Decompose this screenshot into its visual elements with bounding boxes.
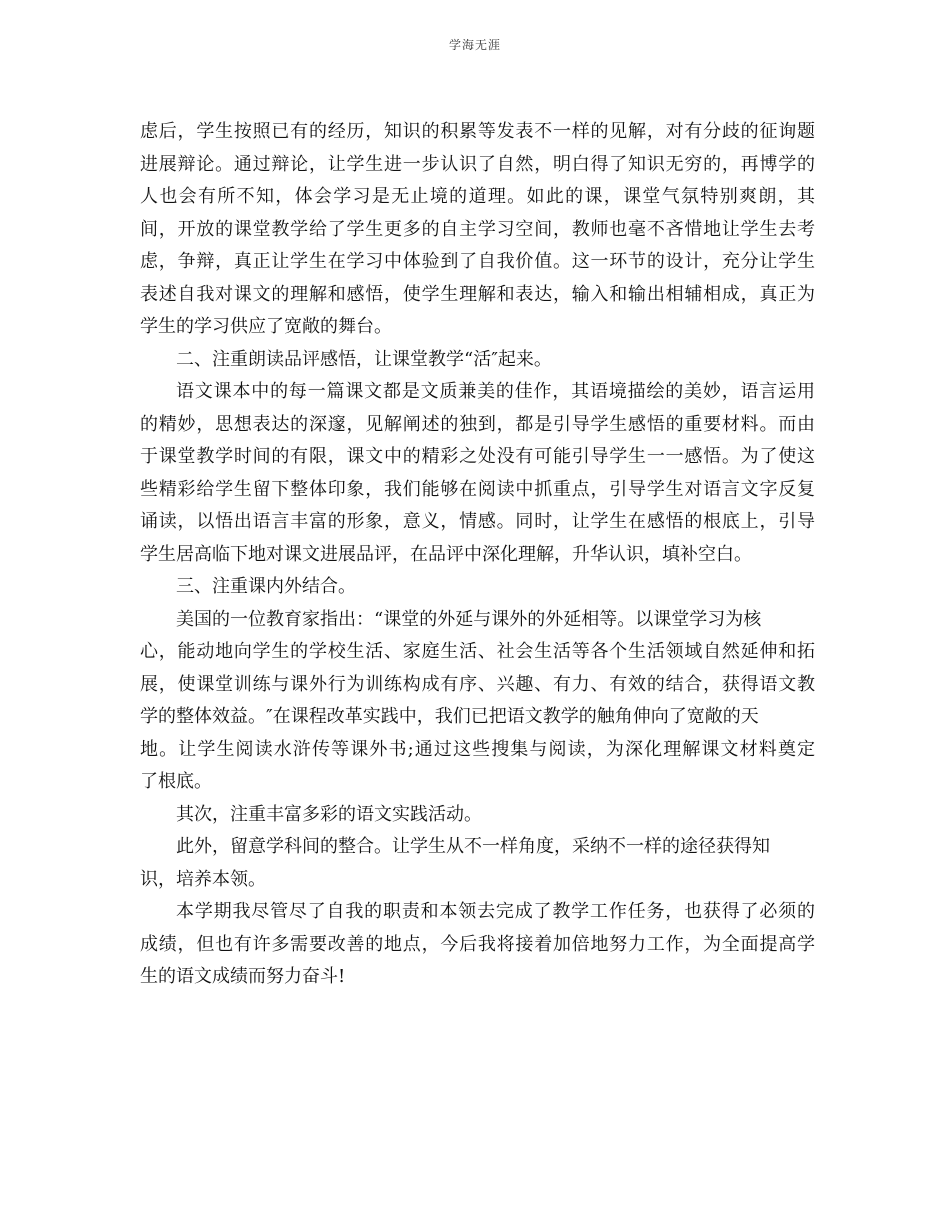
text-line: 进展辩论。通过辩论，让学生进一步认识了自然，明白得了知识无穷的，再博学的 [140,153,815,175]
text-line: 诵读，以悟出语言丰富的形象，意义，情感。同时，让学生在感悟的根底上，引导 [140,511,815,532]
text-line: 二、注重朗读品评感悟，让课堂教学“活″起来。 [176,348,552,370]
text-line: 于课堂教学时间的有限，课文中的精彩之处没有可能引导学生一一感悟。为了使这 [140,446,815,467]
text-line: 间，开放的课堂教学给了学生更多的自主学习空间，教师也毫不吝惜地让学生去考 [140,218,815,240]
text-line: 生的语文成绩而努力奋斗! [140,966,346,987]
text-line: 人也会有所不知，体会学习是无止境的道理。如此的课，课堂气氛特别爽朗，其 [140,186,815,207]
text-line: 成绩，但也有许多需要改善的地点，今后我将接着加倍地努力工作，为全面提高学 [140,933,815,955]
text-line: 语文课本中的每一篇课文都是文质兼美的佳作，其语境描绘的美妙，语言运用 [176,381,815,402]
text-line: 表述自我对课文的理解和感悟，使学生理解和表达，输入和输出相辅相成，真正为 [140,283,815,305]
text-line: 些精彩给学生留下整体印象，我们能够在阅读中抓重点，引导学生对语言文字反复 [140,478,815,500]
text-line: 虑后，学生按照已有的经历，知识的积累等发表不一样的见解，对有分歧的征询题 [140,121,815,142]
text-line: 此外，留意学科间的整合。让学生从不一样角度，采纳不一样的途径获得知 [176,836,770,857]
text-line: 地。让学生阅读水浒传等课外书;通过这些搜集与阅读，为深化理解课文材料奠定 [140,738,815,760]
text-line: 了根底。 [140,771,212,792]
page-header: 学海无涯 [448,38,501,52]
text-line: 三、注重课内外结合。 [176,576,356,597]
text-line: 心，能动地向学生的学校生活、家庭生活、社会生活等各个生活领域自然延伸和拓 [140,641,815,662]
text-line: 学生居高临下地对课文进展品评，在品评中深化理解，升华认识，填补空白。 [140,543,752,565]
text-line: 学的整体效益。″在课程改革实践中，我们已把语文教学的触角伸向了宽敞的天 [140,706,759,727]
text-line: 识，培养本领。 [140,868,266,890]
text-line: 其次，注重丰富多彩的语文实践活动。 [176,803,482,825]
text-line: 的精妙，思想表达的深邃，见解阐述的独到，都是引导学生感悟的重要材料。而由 [140,413,815,435]
text-line: 美国的一位教育家指出：“课堂的外延与课外的外延相等。以课堂学习为核 [176,608,762,630]
text-line: 本学期我尽管尽了自我的职责和本领去完成了教学工作任务，也获得了必须的 [176,901,815,922]
text-line: 学生的学习供应了宽敞的舞台。 [140,316,392,337]
document-body [140,116,815,994]
text-line: 展，使课堂训练与课外行为训练构成有序、兴趣、有力、有效的结合，获得语文教 [140,673,815,695]
text-line: 虑，争辩，真正让学生在学习中体验到了自我价值。这一环节的设计，充分让学生 [140,251,815,272]
